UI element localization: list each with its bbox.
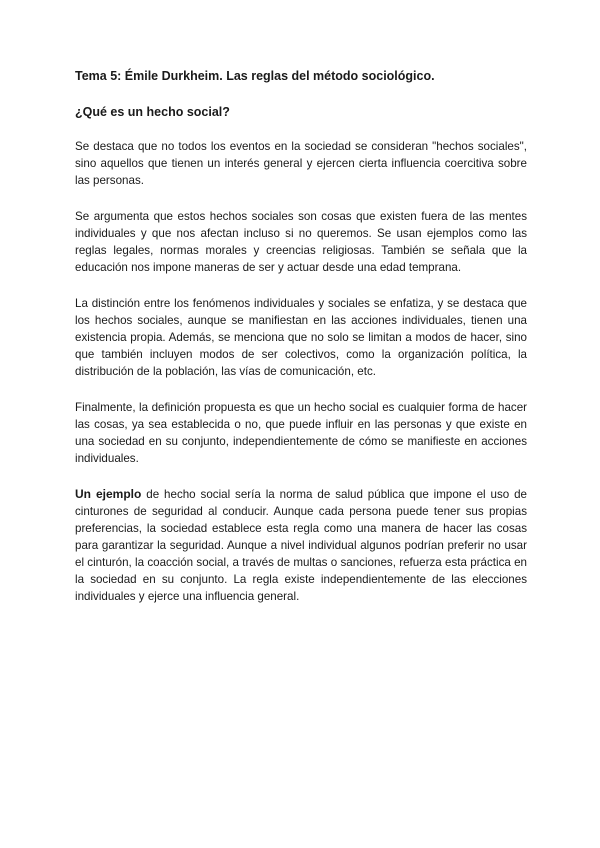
example-text: de hecho social sería la norma de salud pública que impone el uso de cinturones de seguridad al conducir. Aunque cada persona puede tener sus propias preferencias, la sociedad establece esta regla como una manera de hacer las cosas para garantizar la seguridad. Aunque a nivel individual algunos podrían preferir no usar el cinturón, la coacción social, a través de multas o sanciones, refuerza esta práctica en la sociedad en su conjunto. La regla existe independientemente de las elecciones individuales y ejerce una influencia general. — [75, 488, 527, 603]
document-page — [75, 68, 527, 605]
paragraph-1: Se destaca que no todos los eventos en la sociedad se consideran "hechos sociales", sino aquellos que tienen un interés general y ejercen cierta influencia coercitiva sobre las personas. — [75, 140, 527, 187]
example-lead: Un ejemplo — [75, 487, 142, 501]
paragraph-3: La distinción entre los fenómenos individuales y sociales se enfatiza, y se destaca que los hechos sociales, aunque se manifiestan en las acciones individuales, tienen una existencia propia. Además, se menciona que no solo se limitan a modos de hacer, sino que también incluyen modos de ser colectivos, como la organización política, la distribución de la población, las vías de comunicación, etc. — [75, 297, 527, 378]
paragraph-2: Se argumenta que estos hechos sociales son cosas que existen fuera de las mentes individuales y que nos afectan incluso si no queremos. Se usan ejemplos como las reglas legales, normas morales y creencias religiosas. También se señala que la educación nos impone maneras de ser y actuar desde una edad temprana. — [75, 210, 527, 274]
paragraph-4: Finalmente, la definición propuesta es que un hecho social es cualquier forma de hacer las cosas, ya sea establecida o no, que puede influir en las personas y que existe en una sociedad en su conjunto, independientemente de cómo se manifieste en acciones individuales. — [75, 401, 527, 465]
document-title: Tema 5: Émile Durkheim. Las reglas del método sociológico. — [75, 69, 435, 83]
example-paragraph — [75, 486, 527, 605]
section-heading: ¿Qué es un hecho social? — [75, 105, 230, 119]
